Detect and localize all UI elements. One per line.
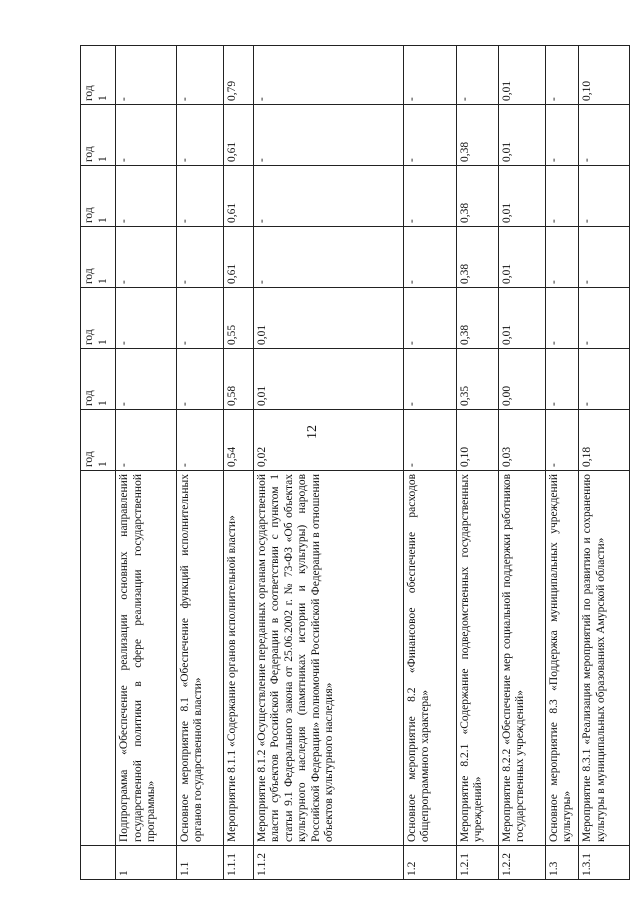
year-value: 0,01 — [253, 288, 403, 349]
header-num — [81, 846, 116, 880]
header-year: год 1 — [81, 349, 116, 410]
year-value: 0,01 — [498, 46, 545, 105]
year-value: 0,55 — [224, 288, 253, 349]
year-value: 0,01 — [498, 288, 545, 349]
year-value: 0,38 — [456, 227, 498, 288]
year-value: - — [176, 288, 223, 349]
year-value: 0,79 — [224, 46, 253, 105]
year-value: - — [116, 410, 177, 471]
header-name — [81, 471, 116, 846]
year-value: - — [116, 349, 177, 410]
year-value: - — [403, 349, 456, 410]
row-description: Мероприятие 8.1.2 «Осуществление переданных органам государственной власти субъектов Российской Федерации в соответствии с пунктом 1 статьи 9.1 Федерального закона от 25.06.2002 г. № 73-ФЗ «Об объектах культурного наследия (памятниках истории и культуры) народов Российской Федерации» полномочий Российской Федерации в отношении объектов культурного наследия» — [253, 471, 403, 846]
year-value: 0,38 — [456, 105, 498, 166]
year-value: 0,01 — [498, 227, 545, 288]
row-description: Подпрограмма «Обеспечение реализации основных направлений государственной политики в сфере реализации государственной программы» — [116, 471, 177, 846]
year-value: 0,61 — [224, 227, 253, 288]
row-number: 1 — [116, 846, 177, 880]
year-value: - — [176, 349, 223, 410]
year-value: - — [545, 288, 579, 349]
year-value: 0,54 — [224, 410, 253, 471]
row-number: 1.1 — [176, 846, 223, 880]
year-value: - — [176, 166, 223, 227]
year-value: - — [545, 227, 579, 288]
year-value: - — [176, 46, 223, 105]
table-row — [116, 46, 177, 880]
header-row — [81, 46, 116, 880]
row-description: Основное мероприятие 8.2 «Финансовое обеспечение расходов общепрограммного характера» — [403, 471, 456, 846]
year-value: - — [579, 288, 630, 349]
table-row — [224, 46, 253, 880]
row-number: 1.3 — [545, 846, 579, 880]
year-value: - — [545, 105, 579, 166]
year-value: 0,01 — [498, 166, 545, 227]
year-value: - — [403, 288, 456, 349]
year-value: 0,10 — [579, 46, 630, 105]
year-value: - — [176, 105, 223, 166]
year-value: - — [253, 46, 403, 105]
page-number: 12 — [305, 425, 320, 439]
year-value: - — [545, 410, 579, 471]
year-value: - — [403, 46, 456, 105]
table-row — [498, 46, 545, 880]
year-value: 0,10 — [456, 410, 498, 471]
header-year: год 1 — [81, 288, 116, 349]
year-value: - — [116, 227, 177, 288]
table-row — [545, 46, 579, 880]
row-number: 1.1.1 — [224, 846, 253, 880]
year-value: - — [253, 166, 403, 227]
year-value: 0,00 — [498, 349, 545, 410]
year-value: - — [403, 410, 456, 471]
row-description: Основное мероприятие 8.1 «Обеспечение функций исполнительных органов государственной власти» — [176, 471, 223, 846]
year-value: 0,02 — [253, 410, 403, 471]
year-value: - — [116, 46, 177, 105]
year-value: - — [253, 105, 403, 166]
year-value: - — [403, 166, 456, 227]
row-number: 1.3.1 — [579, 846, 630, 880]
header-year: год 1 — [81, 410, 116, 471]
year-value: 0,01 — [253, 349, 403, 410]
year-value: 0,61 — [224, 105, 253, 166]
header-year: год 1 — [81, 105, 116, 166]
row-number: 1.1.2 — [253, 846, 403, 880]
year-value: 0,38 — [456, 288, 498, 349]
year-value: - — [579, 349, 630, 410]
row-description: Мероприятие 8.1.1 «Содержание органов исполнительной власти» — [224, 471, 253, 846]
year-value: - — [253, 227, 403, 288]
row-description: Мероприятие 8.2.1 «Содержание подведомственных государственных учреждений» — [456, 471, 498, 846]
year-value: 0,03 — [498, 410, 545, 471]
table-row — [403, 46, 456, 880]
header-year: год 1 — [81, 166, 116, 227]
row-number: 1.2.2 — [498, 846, 545, 880]
rotated-table-wrapper — [80, 45, 630, 880]
year-value: - — [579, 105, 630, 166]
year-value: - — [545, 166, 579, 227]
year-value: - — [579, 227, 630, 288]
year-value: - — [116, 166, 177, 227]
header-year: год 1 — [81, 227, 116, 288]
table-row — [456, 46, 498, 880]
table-row — [176, 46, 223, 880]
year-value: - — [545, 46, 579, 105]
header-year: год 1 — [81, 46, 116, 105]
year-value: - — [456, 46, 498, 105]
row-description: Мероприятие 8.3.1 «Реализация мероприятий по развитию и сохранению культуры в муниципальных образованиях Амурской области» — [579, 471, 630, 846]
year-value: - — [403, 227, 456, 288]
table-row — [579, 46, 630, 880]
row-number: 1.2 — [403, 846, 456, 880]
year-value: - — [116, 105, 177, 166]
year-value: - — [176, 227, 223, 288]
year-value: 0,01 — [498, 105, 545, 166]
year-value: - — [545, 349, 579, 410]
table-row — [253, 46, 403, 880]
row-description: Основное мероприятие 8.3 «Поддержка муниципальных учреждений культуры» — [545, 471, 579, 846]
year-value: 0,38 — [456, 166, 498, 227]
year-value: - — [116, 288, 177, 349]
row-description: Мероприятие 8.2.2 «Обеспечение мер социальной поддержки работников государственных учреждений» — [498, 471, 545, 846]
year-value: 0,58 — [224, 349, 253, 410]
year-value: 0,35 — [456, 349, 498, 410]
year-value: - — [579, 166, 630, 227]
row-number: 1.2.1 — [456, 846, 498, 880]
year-value: 0,18 — [579, 410, 630, 471]
year-value: - — [403, 105, 456, 166]
year-value: - — [176, 410, 223, 471]
indicator-table — [80, 45, 630, 880]
year-value: 0,61 — [224, 166, 253, 227]
